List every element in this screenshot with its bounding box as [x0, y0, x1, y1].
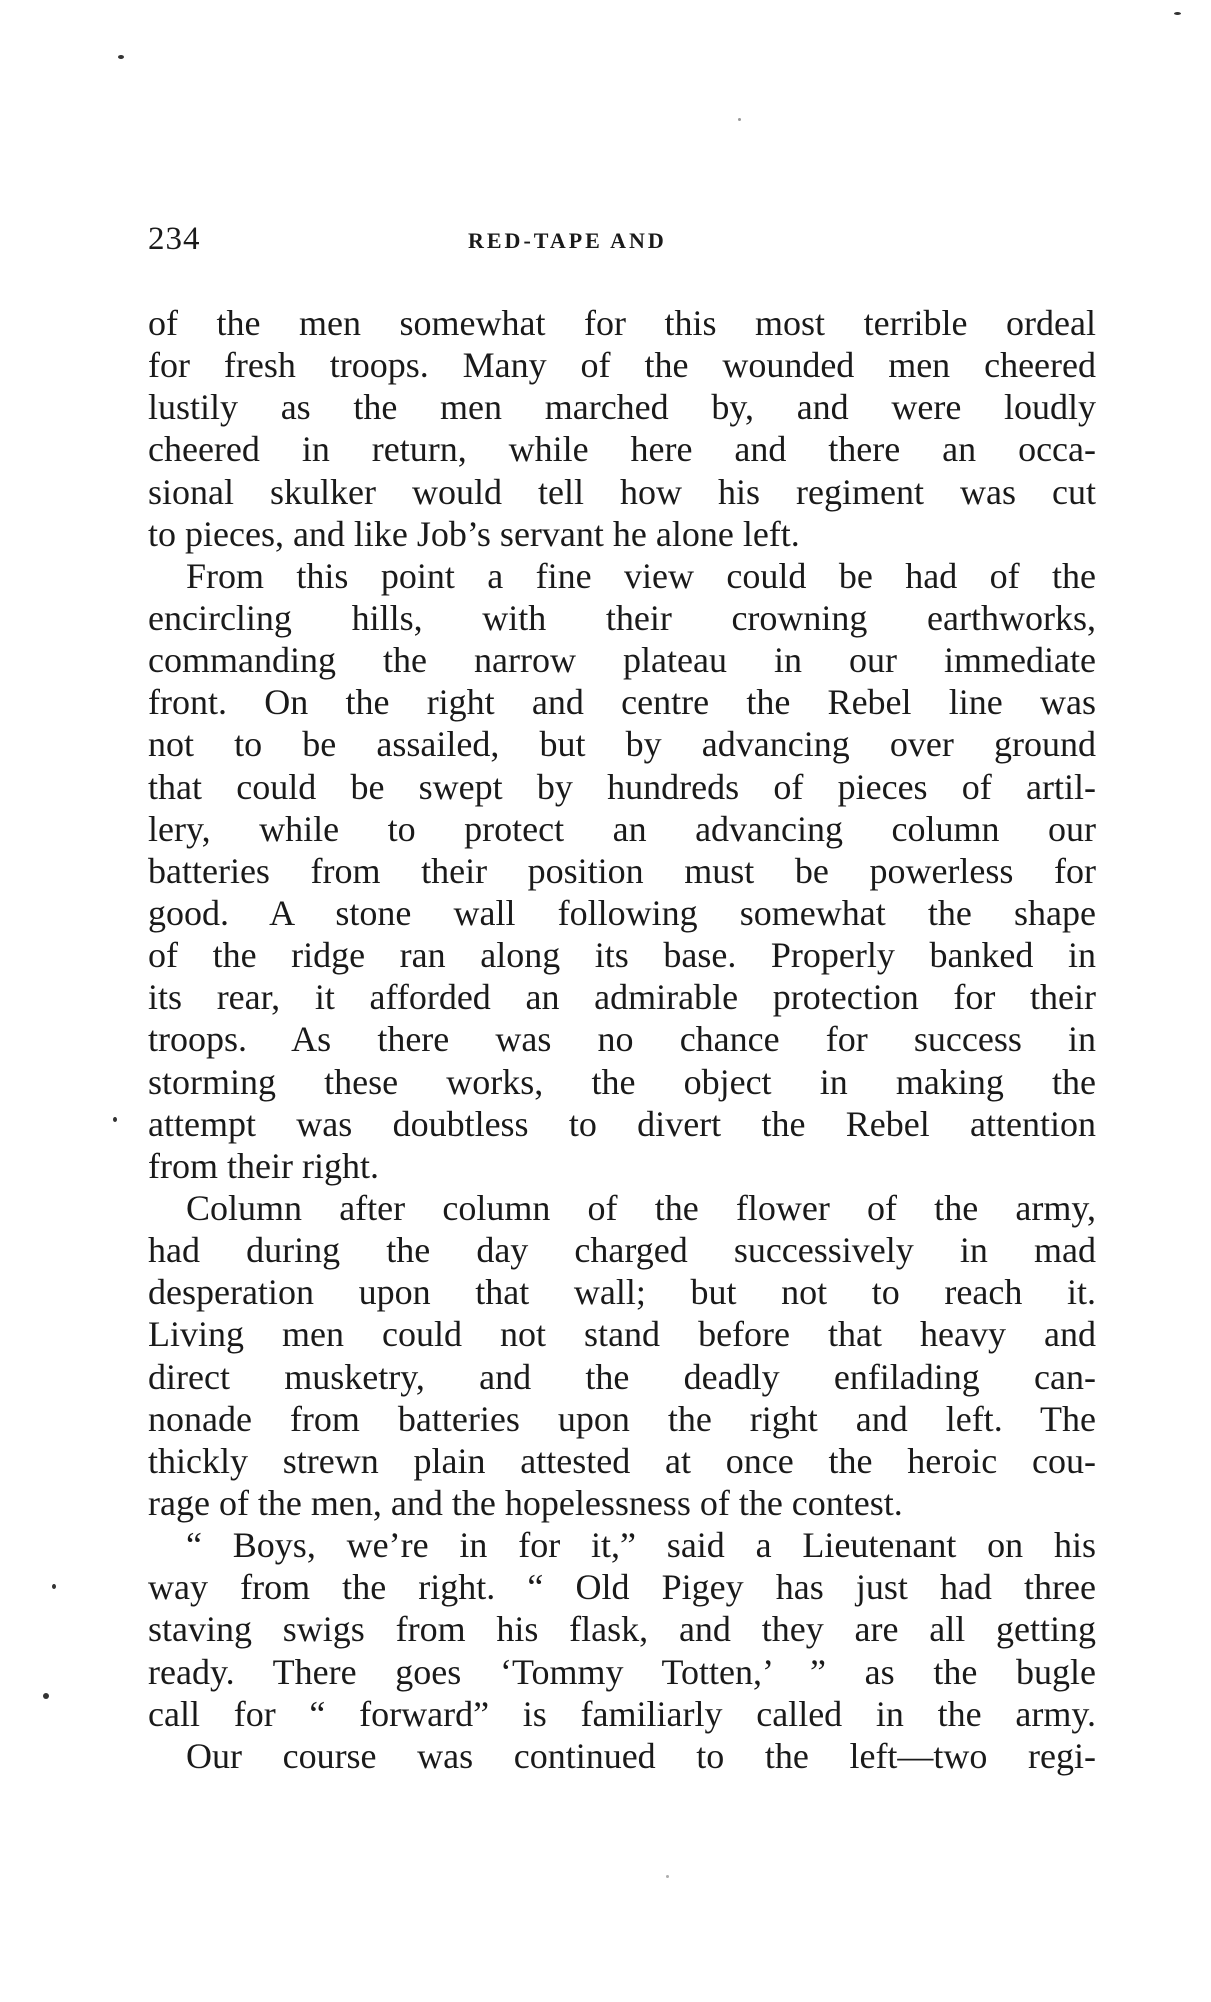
ink-speck [113, 1117, 117, 1122]
text-line: desperation upon that wall; but not to reach it. [148, 1272, 1096, 1313]
text-line: lustily as the men marched by, and were loudly [148, 387, 1096, 428]
ink-speck [738, 118, 741, 121]
text-line: not to be assailed, but by advancing over ground [148, 724, 1096, 765]
text-line: Column after column of the flower of the army, [186, 1187, 1096, 1228]
text-line: thickly strewn plain attested at once the heroic cou- [148, 1440, 1096, 1481]
text-line: that could be swept by hundreds of pieces of artil- [148, 766, 1096, 807]
text-line: front. On the right and centre the Rebel line was [148, 682, 1096, 723]
text-line: commanding the narrow plateau in our immediate [148, 640, 1096, 681]
text-line: ready. There goes ‘Tommy Totten,’ ” as the bugle [148, 1651, 1096, 1692]
text-line: from their right. [148, 1145, 379, 1186]
text-line: batteries from their position must be powerless for [148, 850, 1096, 891]
text-line: its rear, it afforded an admirable protection for their [148, 977, 1096, 1018]
text-line: call for “ forward” is familiarly called in the army. [148, 1693, 1096, 1734]
text-line: of the men somewhat for this most terrible ordeal [148, 303, 1096, 343]
text-line: troops. As there was no chance for success in [148, 1019, 1096, 1060]
text-line: for fresh troops. Many of the wounded men cheered [148, 345, 1096, 386]
ink-speck [118, 55, 124, 59]
ink-speck [666, 1875, 669, 1878]
text-line: Living men could not stand before that heavy and [148, 1314, 1096, 1355]
text-line: to pieces, and like Job’s servant he alone left. [148, 513, 800, 554]
text-line: staving swigs from his flask, and they are all getting [148, 1609, 1096, 1650]
text-line: way from the right. “ Old Pigey has just had three [148, 1567, 1096, 1608]
text-line: nonade from batteries upon the right and left. The [148, 1398, 1096, 1439]
ink-speck [52, 1584, 56, 1589]
text-line: encircling hills, with their crowning earthworks, [148, 597, 1096, 638]
text-line: good. A stone wall following somewhat the shape [148, 892, 1096, 933]
text-line: “ Boys, we’re in for it,” said a Lieutenant on his [186, 1525, 1096, 1566]
text-line: From this point a fine view could be had of the [186, 555, 1096, 596]
text-line: of the ridge ran along its base. Properly banked in [148, 935, 1096, 976]
text-line: rage of the men, and the hopelessness of the contest. [148, 1482, 903, 1523]
text-line: direct musketry, and the deadly enfilading can- [148, 1356, 1096, 1397]
text-line: lery, while to protect an advancing column our [148, 808, 1096, 849]
text-line: sional skulker would tell how his regiment was cut [148, 471, 1096, 512]
text-line: storming these works, the object in making the [148, 1061, 1096, 1102]
body-text [148, 302, 1096, 1777]
text-line: Our course was continued to the left—two regi- [186, 1735, 1096, 1776]
page-number: 234 [148, 221, 201, 257]
ink-speck [1174, 12, 1181, 15]
text-line: attempt was doubtless to divert the Rebel attention [148, 1103, 1096, 1144]
page-header [148, 219, 1094, 259]
ink-speck [43, 1693, 49, 1699]
text-line: cheered in return, while here and there an occa- [148, 429, 1096, 470]
running-head: RED-TAPE AND [468, 228, 667, 253]
text-line: had during the day charged successively in mad [148, 1230, 1096, 1271]
